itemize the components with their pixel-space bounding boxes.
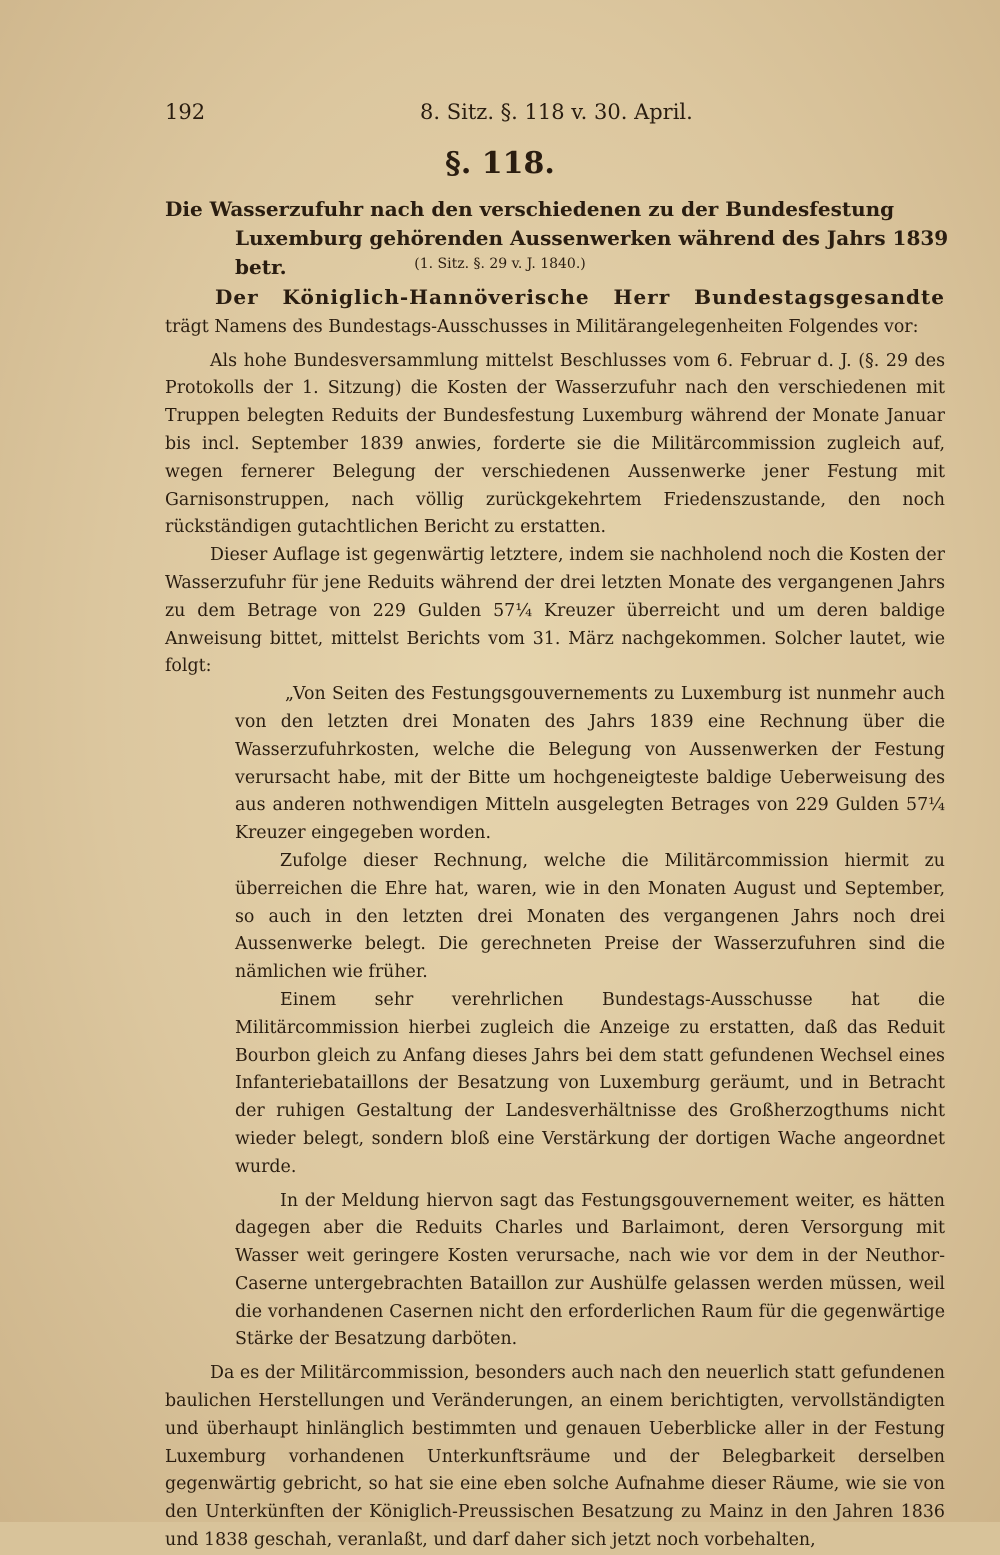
quote-paragraph: In der Meldung hiervon sagt das Festungsgouvernement weiter, es hätten dagegen aber die Reduits Charles und Barlaimont, deren Versorgung mit Wasser weit geringere Kosten verursache, nach wie vor dem in der Neuthor-Caserne untergebrachten Bataillon zur Aushülfe gelassen werden müssen, weil die vorhandenen Casernen nicht den erforderlichen Raum für die gegenwärtige Stärke der Besatzung darböten. xyxy=(235,1190,945,1350)
quoted-report xyxy=(165,681,945,1354)
body-text xyxy=(165,284,945,1555)
protocol-reference: (1. Sitz. §. 29 v. J. 1840.) xyxy=(414,256,586,272)
section-title: §. 118. xyxy=(445,146,555,181)
speaker: Der Königlich-Hannöverische Herr Bundestagsgesandte xyxy=(215,285,945,309)
quote-paragraph: „Von Seiten des Festungsgouvernements zu Luxemburg ist nunmehr auch von den letzten drei Monaten des Jahrs 1839 eine Rechnung über die Wasserzufuhrkosten, welche die Belegung von Aussenwerken der Festung verursacht habe, mit der Bitte um hochgeneigteste baldige Ueberweisung des aus anderen nothwendigen Mitteln ausgelegten Betrages von 229 Gulden 57¼ Kreuzer eingegeben worden. xyxy=(235,684,945,844)
quote-paragraph: Zufolge dieser Rechnung, welche die Militärcommission hiermit zu überreichen die Ehre hat, waren, wie in den Monaten August und September, so auch in den letzten drei Monaten des vergangenen Jahrs noch drei Aussenwerke belegt. Die gerechneten Preise der Wasserzufuhren sind die nämlichen wie früher. xyxy=(235,850,945,983)
page-header xyxy=(165,100,945,130)
intro-text: trägt Namens des Bundestags-Ausschusses in Militärangelegenheiten Folgendes vor: xyxy=(165,316,919,337)
paragraph: Dieser Auflage ist gegenwärtig letztere, indem sie nachholend noch die Kosten der Wasserzufuhr für jene Reduits während der drei letzten Monate des vergangenen Jahrs zu dem Betrage von 229 Gulden 57¼ Kreuzer überreicht und um deren baldige Anweisung bittet, mittelst Berichts vom 31. März nachgekommen. Solcher lautet, wie folgt: xyxy=(165,545,945,677)
running-title: 8. Sitz. §. 118 v. 30. April. xyxy=(420,100,693,124)
paragraph: Als hohe Bundesversammlung mittelst Beschlusses vom 6. Februar d. J. (§. 29 des Protokolls der 1. Sitzung) die Kosten der Wasserzufuhr nach den verschiedenen mit Truppen belegten Reduits der Bundesfestung Luxemburg während der Monate Januar bis incl. September 1839 anwies, forderte sie die Militärcommission zugleich auf, wegen fernerer Belegung der verschiedenen Aussenwerke jener Festung mit Garnisonstruppen, nach völlig zurückgekehrtem Friedenszustande, den noch rückständigen gutachtlichen Bericht zu erstatten. xyxy=(165,350,945,538)
quote-paragraph: Einem sehr verehrlichen Bundestags-Ausschusse hat die Militärcommission hierbei zugleich die Anzeige zu erstatten, daß das Reduit Bourbon gleich zu Anfang dieses Jahrs bei dem statt gefundenen Wechsel eines Infanteriebataillons der Besatzung von Luxemburg geräumt, und in Betracht der ruhigen Gestaltung der Landesverhältnisse des Großherzogthums nicht wieder belegt, sondern bloß eine Verstärkung der dortigen Wache angeordnet wurde. xyxy=(235,989,945,1177)
intro-paragraph xyxy=(165,284,945,342)
paragraph: Da es der Militärcommission, besonders auch nach den neuerlich statt gefundenen baulichen Herstellungen und Veränderungen, an einem berichtigten, vervollständigten und überhaupt hinlänglich bestimmten und genauen Ueberblicke aller in der Festung Luxemburg vorhandenen Unterkunftsräume und der Belegbarkeit derselben gegenwärtig gebricht, so hat sie eine eben solche Aufnahme dieser Räume, wie sie von den Unterkünften der Königlich-Preussischen Besatzung zu Mainz in den Jahren 1836 und 1838 geschah, veranlaßt, und darf daher sich jetzt noch vorbehalten, xyxy=(165,1363,945,1551)
page-number: 192 xyxy=(165,100,206,124)
subject-text: Die Wasserzufuhr nach den verschiedenen zu der Bundesfestung Luxemburg gehörenden Aussenwerken während des Jahrs 1839 betr. xyxy=(165,197,949,279)
